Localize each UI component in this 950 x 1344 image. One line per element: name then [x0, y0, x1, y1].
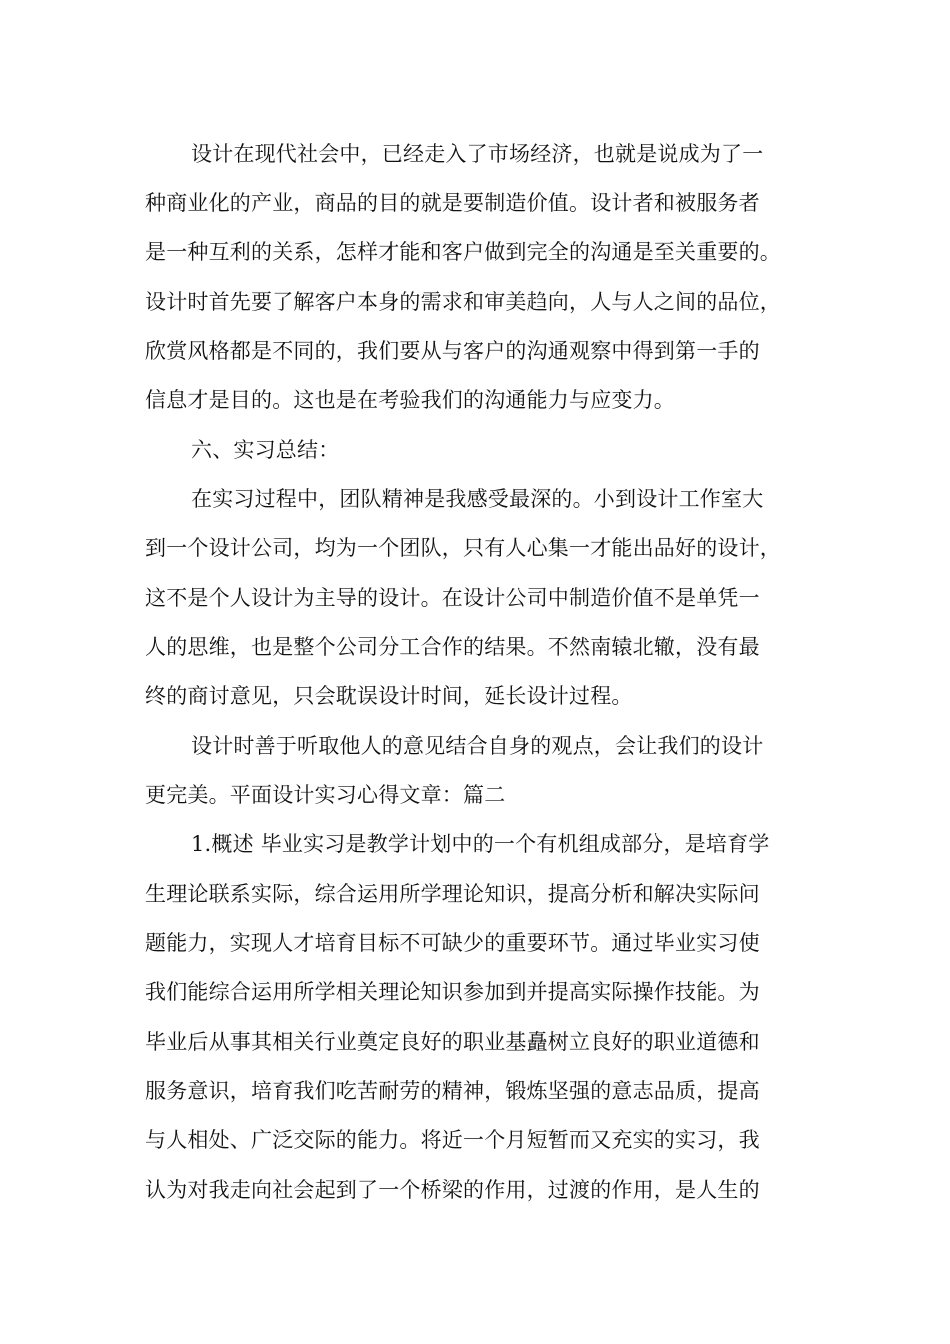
text-line: 我们能综合运用所学相关理论知识参加到并提高实际操作技能。为 [145, 980, 760, 1004]
text-line: 终的商讨意见，只会耽误设计时间，延长设计过程。 [145, 684, 633, 708]
text-line: 设计时首先要了解客户本身的需求和审美趋向，人与人之间的品位， [145, 290, 781, 314]
text-line: 是一种互利的关系，怎样才能和客户做到完全的沟通是至关重要的。 [145, 240, 781, 264]
section-heading: 六、实习总结： [191, 438, 340, 462]
text-line: 设计在现代社会中，已经走入了市场经济，也就是说成为了一 [191, 142, 764, 166]
text-line: 更完美。平面设计实习心得文章：篇二 [145, 783, 506, 807]
text-line: 服务意识，培育我们吃苦耐劳的精神，锻炼坚强的意志品质，提高 [145, 1079, 760, 1103]
text-line: 设计时善于听取他人的意见结合自身的观点，会让我们的设计 [191, 734, 764, 758]
text-line: 与人相处、广泛交际的能力。将近一个月短暂而又充实的实习，我 [145, 1128, 760, 1152]
text-line: 生理论联系实际，综合运用所学理论知识，提高分析和解决实际问 [145, 882, 760, 906]
text-line: 认为对我走向社会起到了一个桥梁的作用，过渡的作用，是人生的 [145, 1178, 760, 1202]
text-line: 欣赏风格都是不同的，我们要从与客户的沟通观察中得到第一手的 [145, 339, 760, 363]
text-line: 种商业化的产业，商品的目的就是要制造价值。设计者和被服务者 [145, 191, 760, 215]
text-line: 到一个设计公司，均为一个团队，只有人心集一才能出品好的设计， [145, 536, 781, 560]
text-line: 毕业后从事其相关行业奠定良好的职业基矗树立良好的职业道德和 [145, 1030, 760, 1054]
text-line: 人的思维，也是整个公司分工合作的结果。不然南辕北辙，没有最 [145, 635, 760, 659]
text-line: 信息才是目的。这也是在考验我们的沟通能力与应变力。 [145, 388, 675, 412]
text-line: 题能力，实现人才培育目标不可缺少的重要环节。通过毕业实习使 [145, 931, 760, 955]
text-line: 这不是个人设计为主导的设计。在设计公司中制造价值不是单凭一 [145, 586, 760, 610]
text-line: 1.概述 毕业实习是教学计划中的一个有机组成部分，是培育学 [191, 832, 770, 856]
text-line: 在实习过程中，团队精神是我感受最深的。小到设计工作室大 [191, 487, 764, 511]
